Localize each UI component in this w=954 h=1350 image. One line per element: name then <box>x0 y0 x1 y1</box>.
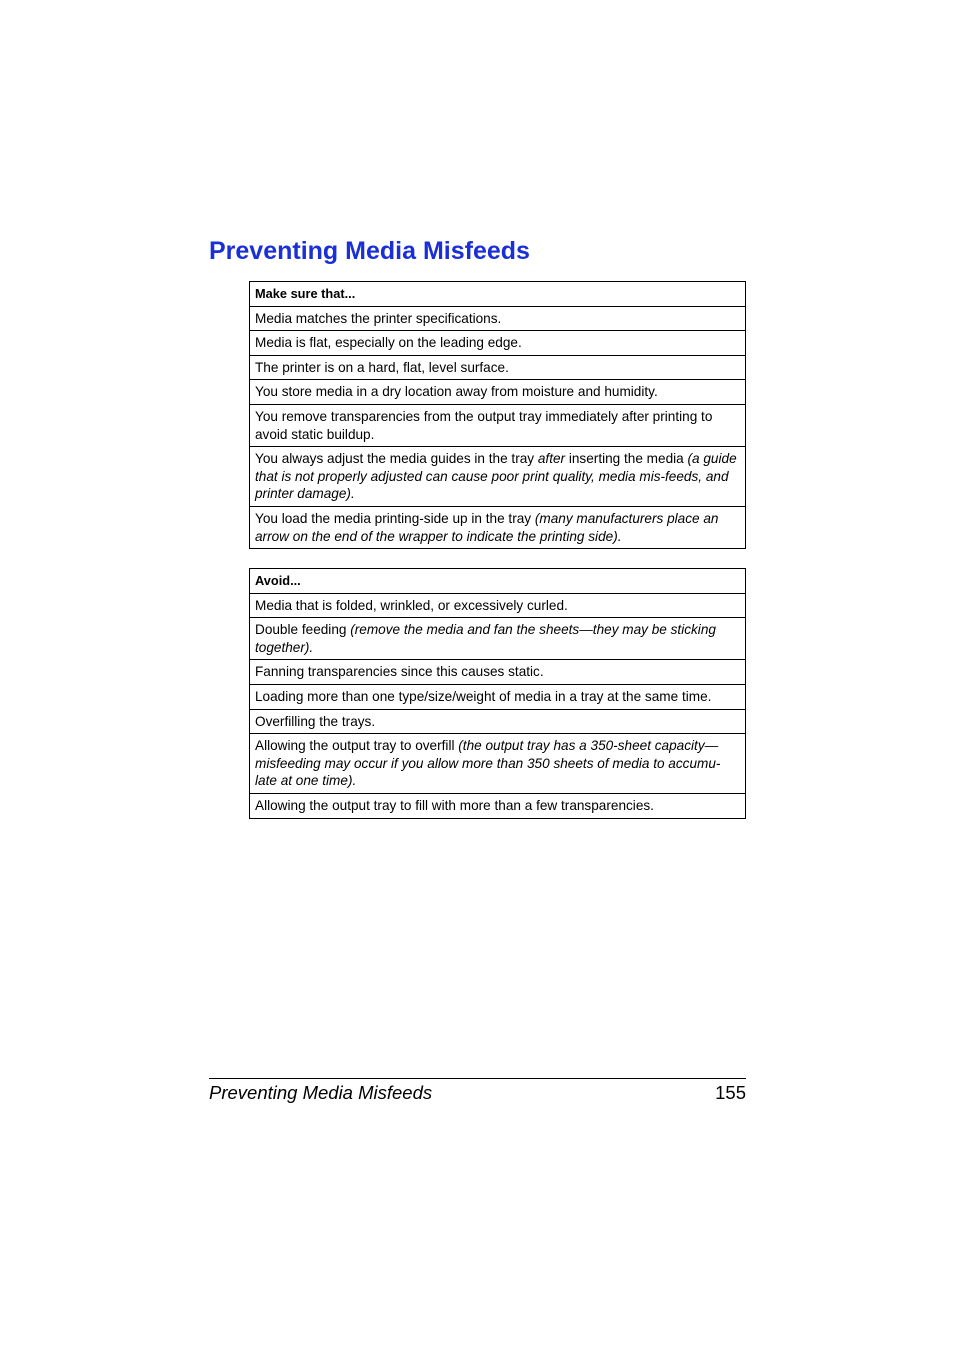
table-cell <box>250 734 746 794</box>
footer-section-title: Preventing Media Misfeeds <box>209 1082 433 1103</box>
table-row <box>250 734 746 794</box>
table-cell <box>250 447 746 507</box>
table-cell: Loading more than one type/size/weight of media in a tray at the same time. <box>250 684 746 709</box>
table-cell: You store media in a dry location away from moisture and humidity. <box>250 380 746 405</box>
make-sure-table <box>249 281 746 549</box>
cell-note: (a guide that is not properly adjusted can cause poor print quality, media mis-feeds, and printer damage). <box>255 451 737 502</box>
table-row <box>250 684 746 709</box>
table-row <box>250 660 746 685</box>
cell-note: (remove the media and fan the sheets—they may be sticking together). <box>255 622 716 655</box>
table-cell <box>250 506 746 548</box>
table-row <box>250 593 746 618</box>
table-row <box>250 380 746 405</box>
table-cell: Overfilling the trays. <box>250 709 746 734</box>
table-cell: The printer is on a hard, flat, level surface. <box>250 355 746 380</box>
cell-text: Double feeding <box>255 622 351 638</box>
table-header-cell: Avoid... <box>250 569 746 594</box>
table-cell: You remove transparencies from the output tray immediately after printing to avoid static buildup. <box>250 404 746 446</box>
cell-text: You always adjust the media guides in the tray <box>255 451 538 467</box>
table-row <box>250 506 746 548</box>
page-number: 155 <box>715 1082 746 1103</box>
table-row <box>250 404 746 446</box>
cell-note: (many manufacturers place an arrow on the end of the wrapper to indicate the printing side). <box>255 510 719 544</box>
cell-text: Allowing the output tray to overfill <box>255 738 459 754</box>
cell-text: You load the media printing-side up in the tray <box>255 510 535 526</box>
table-row <box>250 306 746 331</box>
table-row <box>250 331 746 356</box>
footer-divider <box>209 1078 746 1079</box>
table-row <box>250 709 746 734</box>
table-row <box>250 355 746 380</box>
table-cell <box>250 618 746 660</box>
table-cell: Media is flat, especially on the leading edge. <box>250 331 746 356</box>
table-cell: Allowing the output tray to fill with more than a few transparencies. <box>250 793 746 818</box>
avoid-table <box>249 568 746 819</box>
table-row <box>250 618 746 660</box>
table-cell: Fanning transparencies since this causes static. <box>250 660 746 685</box>
cell-text: inserting the media <box>565 451 688 467</box>
table-header-row <box>250 569 746 594</box>
table-row <box>250 447 746 507</box>
table-cell: Media matches the printer specifications. <box>250 306 746 331</box>
table-header-cell: Make sure that... <box>250 282 746 307</box>
cell-note: (the output tray has a 350-sheet capacity—misfeeding may occur if you allow more than 350 sheets of media to accumu-late at one time). <box>255 738 721 789</box>
page-title: Preventing Media Misfeeds <box>209 237 530 265</box>
cell-emphasis: after <box>537 451 566 467</box>
table-cell: Media that is folded, wrinkled, or excessively curled. <box>250 593 746 618</box>
table-header-row <box>250 282 746 307</box>
table-row <box>250 793 746 818</box>
